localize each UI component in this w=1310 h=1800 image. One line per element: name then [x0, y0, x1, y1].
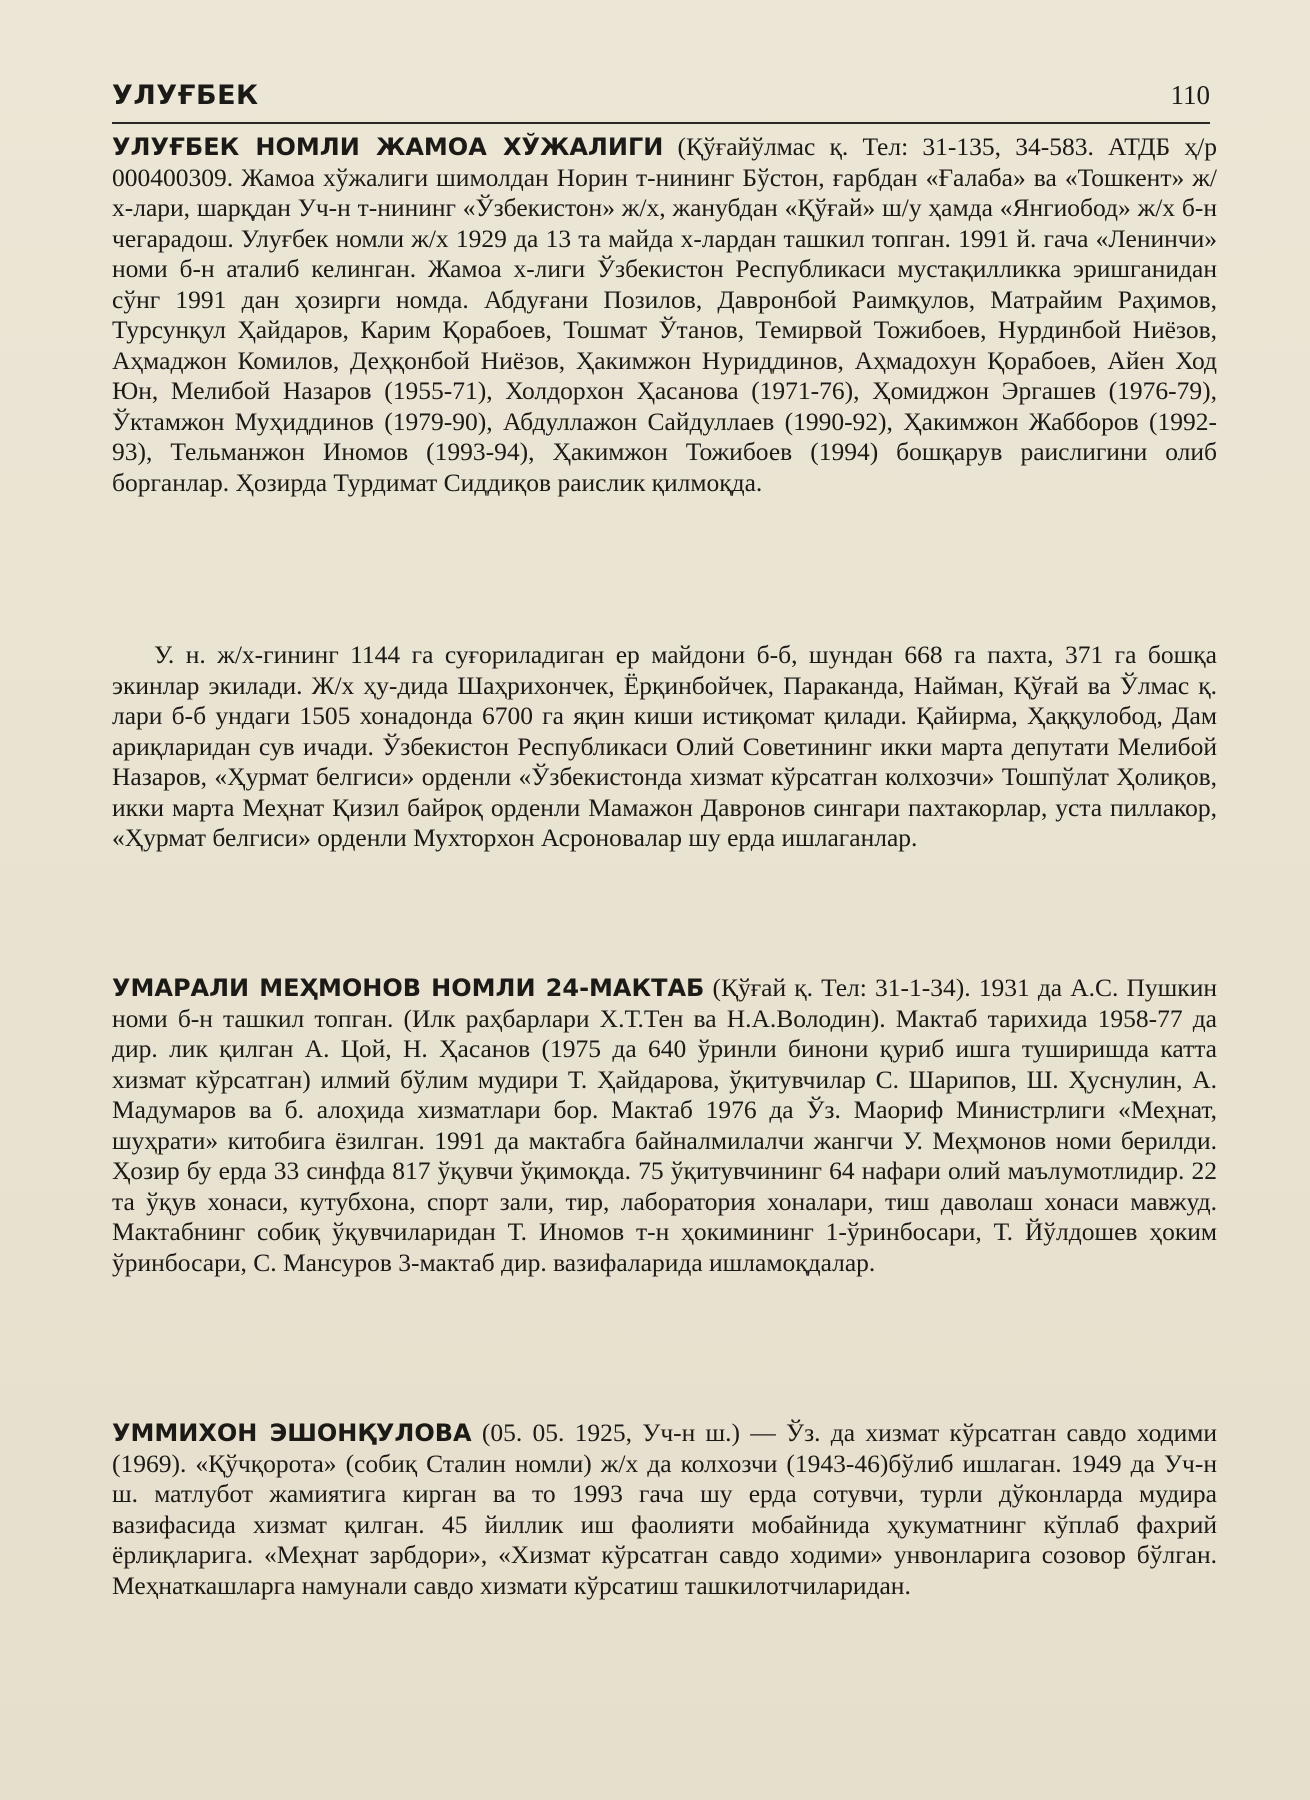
entry-headword: УММИХОН ЭШОНҚУЛОВА [112, 1419, 472, 1447]
entry-headword: УМАРАЛИ МЕҲМОНОВ НОМЛИ 24-МАКТАБ [112, 974, 705, 1002]
entry-ulugbek-collective-farm [112, 132, 1217, 498]
entry-paragraph: У. н. ж/х-гининг 1144 га суғориладиган ер майдони б-б, шундан 668 га пахта, 371 га бошқа экинлар экилади. Ж/х ҳу-дида Шаҳрихончек, Ёрқинбойчек, Параканда, Найман, Қўғай ва Ўлмас қ. лари б-б ундаги 1505 хонадонда 6700 га яқин киши истиқомат қилади. Қайирма, Ҳаққулобод, Дам ариқларидан сув ичади. Ўзбекистон Республикаси Олий Советининг икки марта депутати Мелибой Назаров, «Ҳурмат белгиси» орденли «Ўзбекистонда хизмат кўрсатган колхозчи» Тошпўлат Ҳолиқов, икки марта Меҳнат Қизил байроқ орденли Мамажон Давронов сингари пахтакорлар, уста пиллакор, «Ҳурмат белгиси» орденли Мухторхон Асроновалар шу ерда ишлаганлар. [112, 640, 1217, 852]
entry-text: (05. 05. 1925, Уч-н ш.) — Ўз. да хизмат кўрсатган савдо ходими (1969). «Қўчқорота» (собиқ Сталин номли) ж/х да колхозчи (1943-46)бўлиб ишлаган. 1949 да Уч-н ш. матлубот жамиятига кирган ва то 1993 гача шу ерда сотувчи, турли дўконларда мудира вазифасида хизмат қилган. 45 йиллик иш фаолияти мобайнида ҳукуматнинг кўплаб фахрий ёрлиқларига. «Меҳнат зарбдори», «Хизмат кўрсатган савдо ходими» унвонларига созовор бўлган. Меҳнаткашларга намунали савдо хизмати кўрсатиш ташкилотчиларидан. [112, 1418, 1218, 1600]
page-number: 110 [1170, 80, 1210, 110]
entry-ulugbek-continuation [112, 640, 1217, 854]
entry-paragraph [112, 132, 1217, 498]
entry-headword: УЛУҒБЕК НОМЛИ ЖАМОА ХЎЖАЛИГИ [112, 133, 664, 161]
running-header [112, 78, 1210, 124]
entry-ummikhon-eshonkulova [112, 1418, 1217, 1601]
entry-paragraph [112, 973, 1217, 1278]
entry-paragraph [112, 1418, 1217, 1601]
entry-text: (Қўғай қ. Тел: 31-1-34). 1931 да А.С. Пушкин номи б-н ташкил топган. (Илк раҳбарлари Х.Т.Тен ва Н.А.Володин). Мактаб тарихида 1958-77 да дир. лик қилган А. Цой, Н. Ҳасанов (1975 да 640 ўринли бинони қуриб ишга туширишда катта хизмат кўрсатган) илмий бўлим мудири Т. Ҳайдарова, ўқитувчилар С. Шарипов, Ш. Ҳуснулин, А. Мадумаров ва б. алоҳида хизматлари бор. Мактаб 1976 да Ўз. Маориф Министрлиги «Меҳнат, шуҳрати» китобига ёзилган. 1991 да мактабга байналмилалчи жангчи У. Меҳмонов номи берилди. Ҳозир бу ерда 33 синфда 817 ўқувчи ўқимоқда. 75 ўқитувчининг 64 нафари олий маълумотлидир. 22 та ўқув хонаси, кутубхона, спорт зали, тир, лаборатория хоналари, тиш даволаш хонаси мавжуд. Мактабнинг собиқ ўқувчиларидан Т. Иномов т-н ҳокимининг 1-ўринбосари, Т. Йўлдошев ҳоким ўринбосари, С. Мансуров 3-мактаб дир. вазифаларида ишламоқдалар. [112, 973, 1217, 1277]
running-title: УЛУҒБЕК [112, 80, 259, 111]
entry-school-24 [112, 973, 1217, 1278]
entry-text: (Қўғайўлмас қ. Тел: 31-135, 34-583. АТДБ ҳ/р 000400309. Жамоа хўжалиги шимолдан Норин т-нининг Бўстон, ғарбдан «Ғалаба» ва «Тошкент» ж/х-лари, шарқдан Уч-н т-нининг «Ўзбекистон» ж/х, жанубдан «Қўғай» ш/у ҳамда «Янгиобод» ж/х б-н чегарадош. Улуғбек номли ж/х 1929 да 13 та майда х-лардан ташкил топган. 1991 й. гача «Ленинчи» номи б-н аталиб келинган. Жамоа х-лиги Ўзбекистон Республикаси мустақилликка эришганидан сўнг 1991 дан ҳозирги номда. Абдуғани Позилов, Давронбой Раимқулов, Матрайим Раҳимов, Турсунқул Ҳайдаров, Карим Қорабоев, Тошмат Ўтанов, Темирвой Тожибоев, Нурдинбой Ниёзов, Аҳмаджон Комилов, Деҳқонбой Ниёзов, Ҳакимжон Нуриддинов, Аҳмадохун Қорабоев, Айен Ход Юн, Мелибой Назаров (1955-71), Холдорхон Ҳасанова (1971-76), Ҳомиджон Эргашев (1976-79), Ўктамжон Муҳиддинов (1979-90), Абдуллажон Сайдуллаев (1990-92), Ҳакимжон Жабборов (1992-93), Тельманжон Иномов (1993-94), Ҳакимжон Тожибоев (1994) бошқарув раислигини олиб борганлар. Ҳозирда Турдимат Сиддиқов раислик қилмоқда. [112, 132, 1217, 497]
